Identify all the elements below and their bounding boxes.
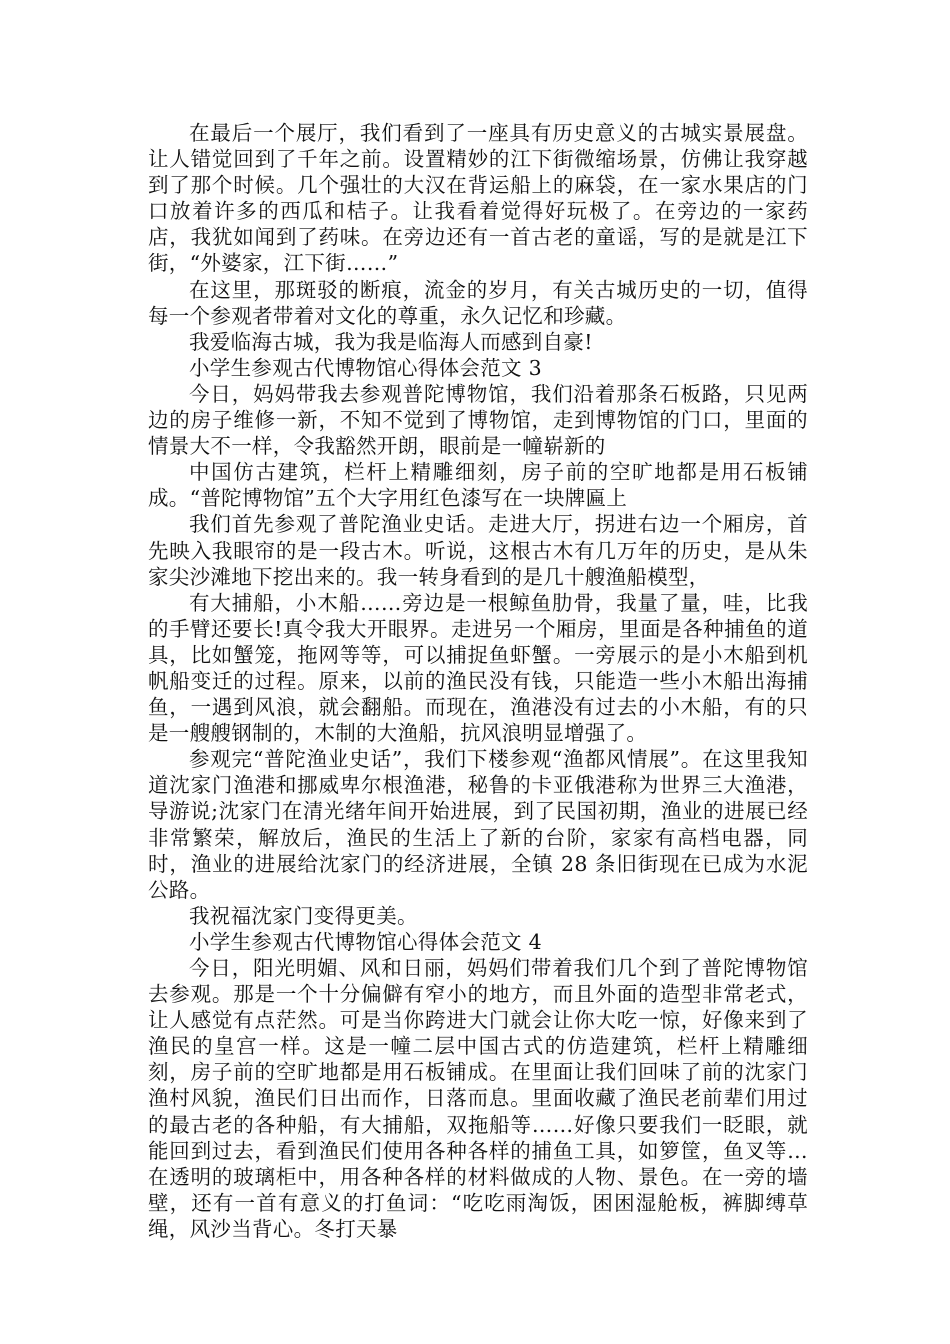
paragraph-history-memory: 在这里，那斑驳的断痕，流金的岁月，有关古城历史的一切，值得每一个参观者带着对文化的尊重，永久记忆和珍藏。 <box>148 277 808 328</box>
paragraph-museum-visit: 今日，阳光明媚、风和日丽，妈妈们带着我们几个到了普陀博物馆去参观。那是一个十分偏僻有窄小的地方，而且外面的造型非常老式，让人感觉有点茫然。可是当你跨进大门就会让你大吃一惊，好像来到了渔民的皇宫一样。这是一幢二层中国古式的仿造建筑，栏杆上精雕细刻，房子前的空旷地都是用石板铺成。在里面让我们回味了前的沈家门渔村风貌，渔民们日出而作，日落而息。里面收藏了渔民老前辈们用过的最古老的各种船，有大捕船，双拖船等……好像只要我们一眨眼，就能回到过去，看到渔民们使用各种各样的捕鱼工具，如箩筐，鱼叉等…在透明的玻璃柜中，用各种各样的材料做成的人物、景色。在一旁的墙壁，还有一首有意义的打鱼词：“吃吃雨淘饭，困困湿舱板，裤脚缚草绳，风沙当背心。冬打天暴 <box>148 956 808 1241</box>
section-heading-4: 小学生参观古代博物馆心得体会范文 4 <box>189 929 542 954</box>
paragraph-blessing: 我祝福沈家门变得更美。 <box>189 903 418 928</box>
paragraph-exhibit-hall: 在最后一个展厅，我们看到了一座具有历史意义的古城实景展盘。让人错觉回到了千年之前。设置精妙的江下街微缩场景，仿佛让我穿越到了那个时候。几个强壮的大汉在背运船上的麻袋，在一家水果店的门口放着许多的西瓜和桔子。让我看着觉得好玩极了。在旁边的一家药店，我犹如闻到了药味。在旁边还有一首古老的童谣，写的是就是江下街，“外婆家，江下街……” <box>148 121 808 276</box>
paragraph-pride: 我爱临海古城，我为我是临海人而感到自豪! <box>189 329 593 354</box>
section-heading-3: 小学生参观古代博物馆心得体会范文 3 <box>189 355 542 380</box>
paragraph-visit-putuo: 今日，妈妈带我去参观普陀博物馆，我们沿着那条石板路，只见两边的房子维修一新，不知不觉到了博物馆，走到博物馆的门口，里面的情景大不一样，令我豁然开朗，眼前是一幢崭新的 <box>148 381 808 459</box>
paragraph-building: 中国仿古建筑，栏杆上精雕细刻，房子前的空旷地都是用石板铺成。“普陀博物馆”五个大字用红色漆写在一块牌匾上 <box>148 460 808 511</box>
paragraph-fishing-capital: 参观完“普陀渔业史话”，我们下楼参观“渔都风情展”。在这里我知道沈家门渔港和挪威卑尔根渔港，秘鲁的卡亚俄港称为世界三大渔港，导游说;沈家门在清光绪年间开始进展，到了民国初期，渔业的进展已经非常繁荣，解放后，渔民的生活上了新的台阶，家家有高档电器，同时，渔业的进展给沈家门的经济进展，全镇 28 条旧街现在已成为水泥公路。 <box>148 747 808 902</box>
paragraph-fishing-tools: 有大捕船，小木船……旁边是一根鲸鱼肋骨，我量了量，哇，比我的手臂还要长!真令我大开眼界。走进另一个厢房，里面是各种捕鱼的道具，比如蟹笼，拖网等等，可以捕捉鱼虾蟹。一旁展示的是小木船到机帆船变迁的过程。原来，以前的渔民没有钱，只能造一些小木船出海捕鱼，一遇到风浪，就会翻船。而现在，渔港没有过去的小木船，有的只是一艘艘钢制的，木制的大渔船，抗风浪明显增强了。 <box>148 590 808 746</box>
paragraph-fishery-history: 我们首先参观了普陀渔业史话。走进大厅，拐进右边一个厢房，首先映入我眼帘的是一段古木。听说，这根古木有几万年的历史，是从朱家尖沙滩地下挖出来的。我一转身看到的是几十艘渔船模型， <box>148 512 808 589</box>
document-page <box>148 120 808 1242</box>
